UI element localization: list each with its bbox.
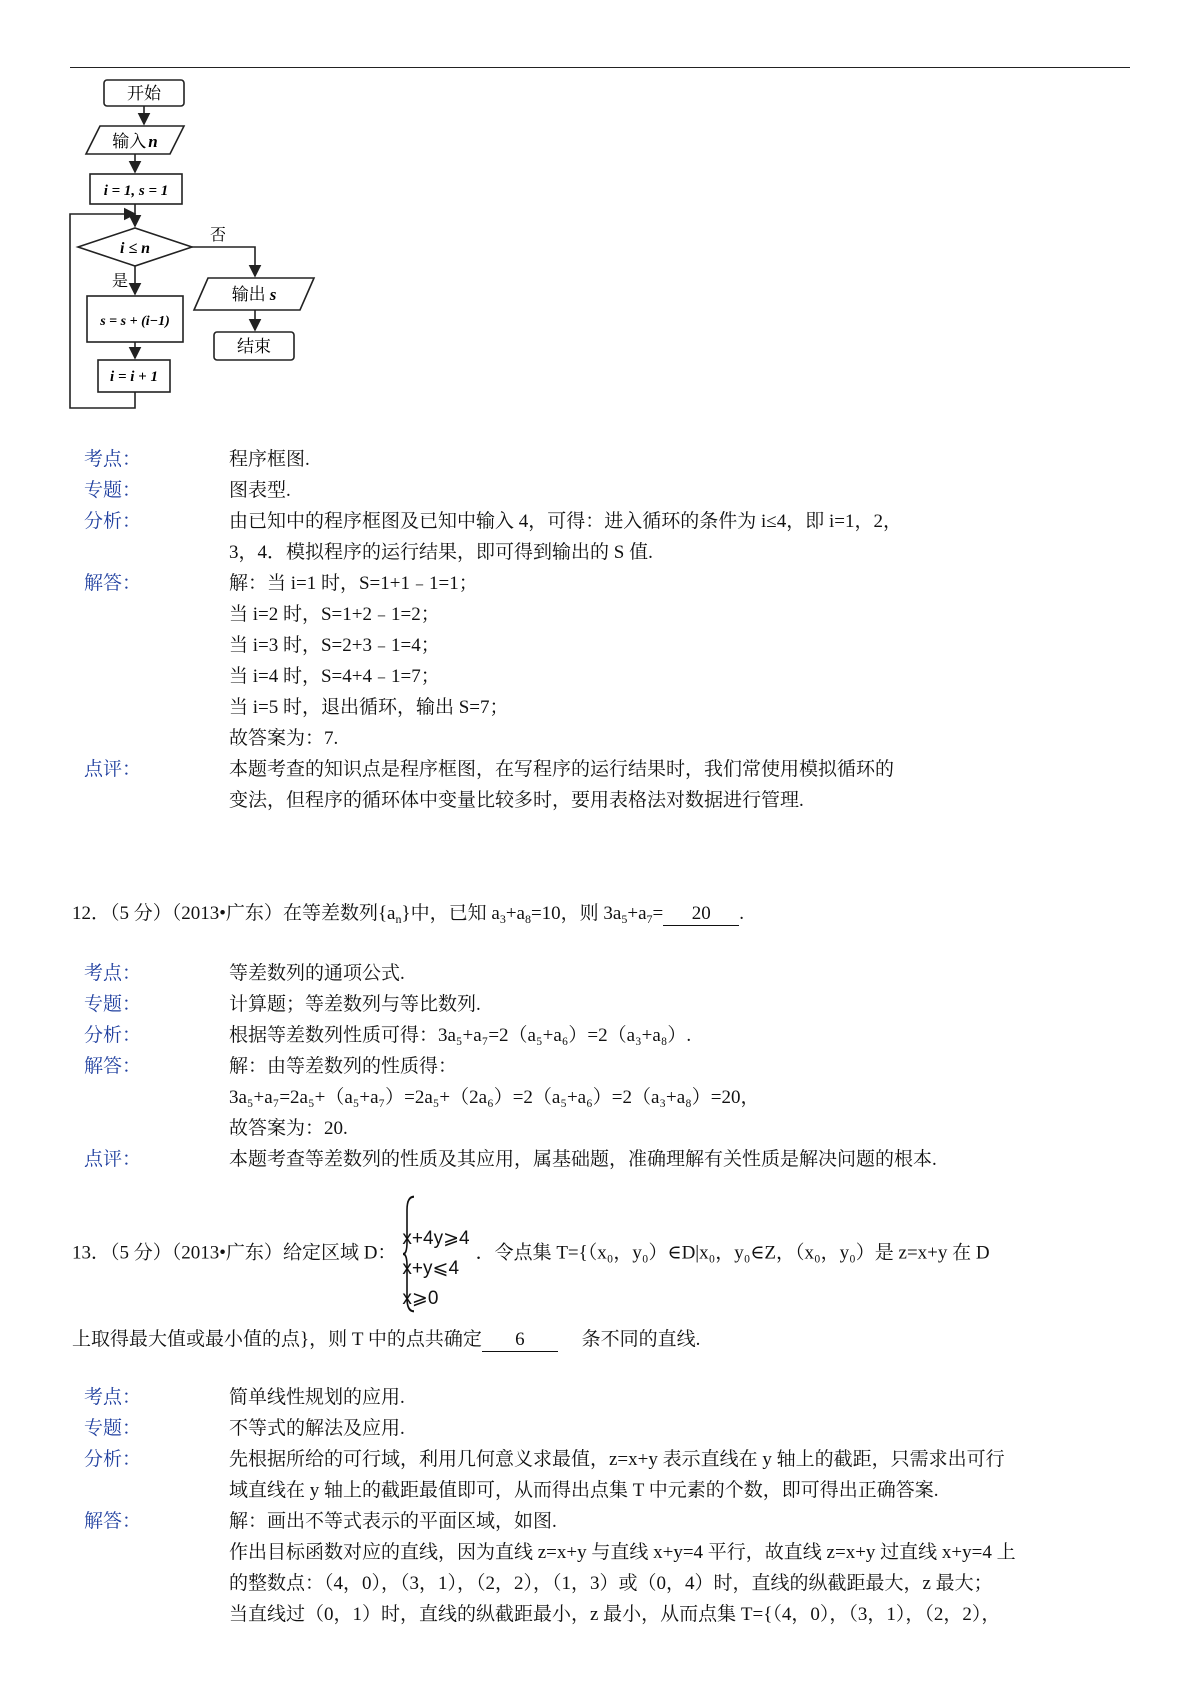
- fenxi-text: 域直线在 y 轴上的截距最值即可，从而得出点集 T 中元素的个数，即可得出正确答案.: [229, 1480, 939, 1501]
- jieda-text: 解：画出不等式表示的平面区域，如图.: [229, 1511, 557, 1532]
- question-12: 12．（5 分）（2013•广东）在等差数列$\{a_n\}$中，已知 $a_3+a_8=10$，则 $3a_5+a_7= 20$ .: [72, 903, 744, 926]
- jieda-label: 解答：: [84, 573, 142, 594]
- input-label: 输入: [112, 132, 147, 152]
- question-source: （2013•广东）: [171, 903, 283, 924]
- fenxi-label: 分析：: [84, 1025, 142, 1046]
- dianping-label: 点评：: [84, 759, 142, 780]
- jieda-text: 解：由等差数列的性质得：: [229, 1056, 458, 1077]
- dianping-text: 变法，但程序的循环体中变量比较多时，要用表格法对数据进行管理.: [229, 790, 804, 811]
- jieda-text: 当 i=5 时，退出循环，输出 S=7；: [229, 697, 509, 718]
- jieda-label: 解答：: [84, 1056, 142, 1077]
- svg-text:输入n: [112, 132, 157, 152]
- zhuanti-text: 计算题；等差数列与等比数列.: [229, 994, 481, 1015]
- zhuanti-label: 专题：: [84, 480, 142, 501]
- jieda-text: 作出目标函数对应的直线，因为直线 z=x+y 与直线 x+y=4 平行，故直线 z=x+y 过直线 x+y=4 上: [229, 1542, 1016, 1563]
- answer-blank: 6: [482, 1329, 558, 1352]
- jieda-text: 解：当 i=1 时，S=1+1﹣1=1；: [229, 573, 478, 594]
- question-text: 在等差数列{a: [282, 903, 396, 924]
- start-label: 开始: [127, 84, 161, 104]
- output-var: s: [269, 285, 277, 304]
- no-label: 否: [210, 225, 227, 244]
- question-number: 13．: [72, 1242, 111, 1264]
- question-text: }中，已知 a: [401, 903, 500, 924]
- question-text: 上取得最大值或最小值的点}，则 T 中的点共确定: [72, 1329, 482, 1350]
- kaodian-label: 考点：: [84, 963, 142, 984]
- fenxi-text: 先根据所给的可行域，利用几何意义求最值，z=x+y 表示直线在 y 轴上的截距，只需求出可行: [229, 1449, 1005, 1470]
- jieda-text: 当 i=2 时，S=1+2﹣1=2；: [229, 604, 440, 625]
- question-score: （5 分）: [110, 1242, 172, 1264]
- question-number: 12．: [72, 903, 111, 924]
- jieda-text: 的整数点：（4，0），（3，1），（2，2），（1，3）或（0，4）时，直线的纵截距最大，z 最大；: [229, 1573, 993, 1594]
- jieda-text: 当 i=4 时，S=4+4﹣1=7；: [229, 666, 440, 687]
- question-score: （5 分）: [110, 903, 172, 924]
- inequality-2: x+y⩽4: [402, 1258, 460, 1279]
- jieda-text: 当 i=3 时，S=2+3﹣1=4；: [229, 635, 440, 656]
- output-label: 输出: [231, 285, 266, 305]
- question-text: =: [652, 903, 664, 924]
- zhuanti-text: 图表型.: [229, 480, 291, 501]
- condition-label: i ≤ n: [119, 240, 151, 257]
- fenxi-text: 3，4．模拟程序的运行结果，即可得到输出的 S 值.: [229, 542, 653, 563]
- input-var: n: [148, 132, 158, 151]
- zhuanti-label: 专题：: [84, 1418, 142, 1439]
- yes-label: 是: [112, 271, 129, 290]
- question-text: ．令点集 T={（x₀，y₀）∈D|x₀，y₀∈Z，（x₀，y₀）是 z=x+y 在 D: [475, 1242, 990, 1264]
- init-label: i = 1, s = 1: [103, 183, 169, 199]
- question-source: （2013•广东）: [171, 1242, 283, 1264]
- svg-text:输出s: [232, 285, 277, 305]
- question-text: +a: [505, 903, 525, 924]
- q12-analysis: [84, 958, 1144, 1175]
- question-13: [72, 1194, 1142, 1314]
- fenxi-label: 分析：: [84, 511, 142, 532]
- question-text: +a: [627, 903, 647, 924]
- kaodian-text: 程序框图.: [229, 449, 310, 470]
- inequality-system: [402, 1194, 469, 1314]
- zhuanti-label: 专题：: [84, 994, 142, 1015]
- q13-analysis: [84, 1382, 1144, 1630]
- inequality-3: x⩾0: [402, 1288, 439, 1309]
- question-13-line2: [72, 1324, 1142, 1352]
- jieda-text: 故答案为：20.: [229, 1118, 348, 1139]
- kaodian-label: 考点：: [84, 1387, 142, 1408]
- kaodian-text: 等差数列的通项公式.: [229, 963, 405, 984]
- process-label: s = s + (i−1): [100, 314, 170, 329]
- question-text: 条不同的直线.: [581, 1329, 701, 1350]
- dianping-text: 本题考查等差数列的性质及其应用，属基础题，准确理解有关性质是解决问题的根本.: [229, 1149, 937, 1170]
- dianping-label: 点评：: [84, 1149, 142, 1170]
- jieda-text: 故答案为：7.: [229, 728, 339, 749]
- jieda-text: 当直线过（0，1）时，直线的纵截距最小，z 最小，从而点集 T={（4，0），（3，1），（2，2），: [229, 1604, 1001, 1625]
- answer-blank: 20: [663, 903, 739, 926]
- fenxi-label: 分析：: [84, 1449, 142, 1470]
- fenxi-text: 根据等差数列性质可得：3a₅+a₇=2（a₅+a₆）=2（a₃+a₈）.: [229, 1025, 692, 1046]
- q11-analysis: [84, 444, 1144, 816]
- header-rule: [70, 67, 1130, 68]
- jieda-label: 解答：: [84, 1511, 142, 1532]
- dianping-text: 本题考查的知识点是程序框图，在写程序的运行结果时，我们常使用模拟循环的: [229, 759, 895, 780]
- fenxi-text: 由已知中的程序框图及已知中输入 4，可得：进入循环的条件为 i≤4，即 i=1，2，: [229, 511, 902, 532]
- end-label: 结束: [237, 337, 271, 357]
- inequality-1: x+4y⩾4: [402, 1228, 470, 1249]
- zhuanti-text: 不等式的解法及应用.: [229, 1418, 405, 1439]
- question-text: 给定区域 D：: [282, 1242, 397, 1264]
- kaodian-text: 简单线性规划的应用.: [229, 1387, 405, 1408]
- jieda-text: 3a₅+a₇=2a₅+（a₅+a₇）=2a₅+（2a₆）=2（a₅+a₆）=2（a₃+a₈）=20，: [229, 1087, 760, 1108]
- brace-symbol: [402, 1194, 416, 1314]
- program-flowchart: [60, 78, 360, 458]
- kaodian-label: 考点：: [84, 449, 142, 470]
- increment-label: i = i + 1: [110, 369, 158, 385]
- question-text: =10，则 3a: [530, 903, 622, 924]
